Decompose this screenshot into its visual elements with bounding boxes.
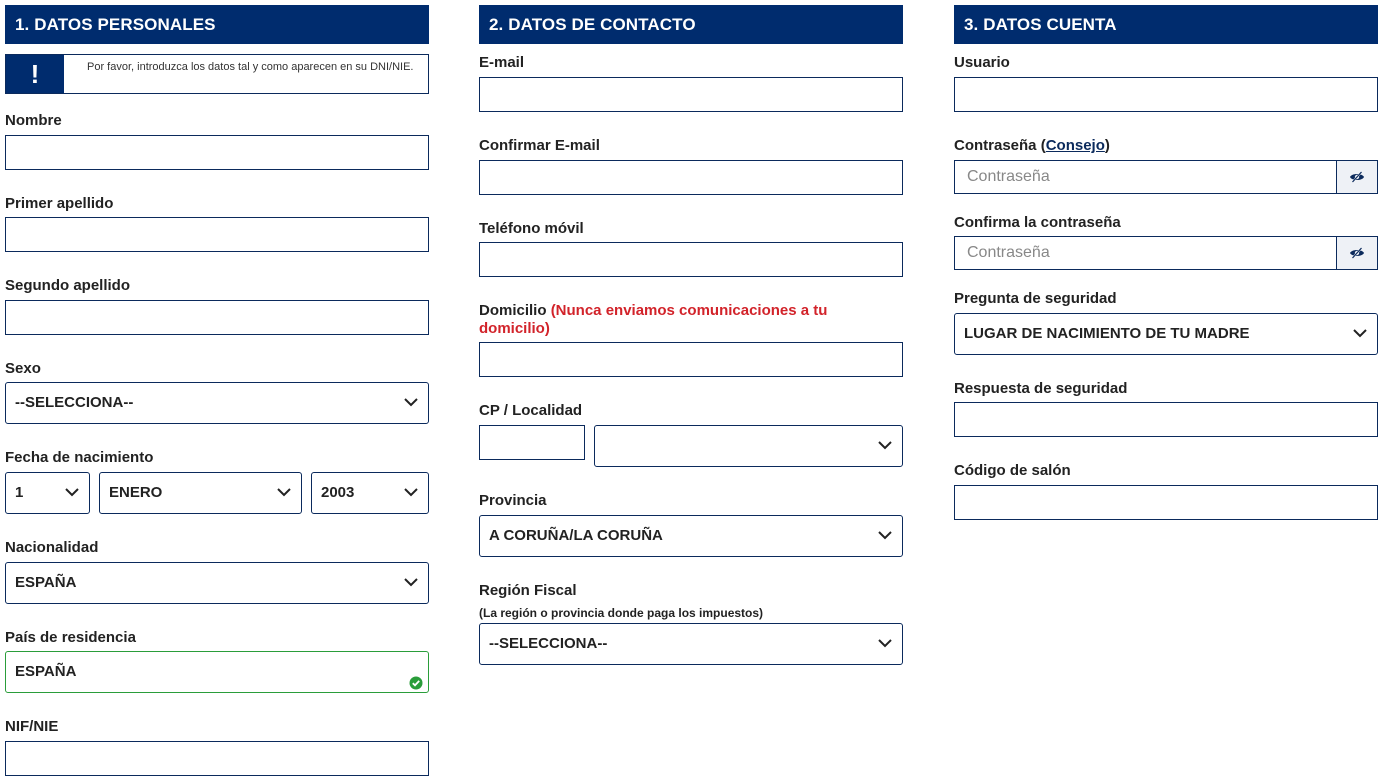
- eye-slash-icon: [1349, 170, 1365, 184]
- codigo-salon-input[interactable]: [954, 485, 1378, 520]
- chevron-down-icon: [404, 487, 418, 497]
- section-header-account: 3. DATOS CUENTA: [954, 5, 1378, 44]
- account-data-section: [954, 5, 1378, 479]
- region-fiscal-value: --SELECCIONA--: [489, 635, 608, 652]
- region-fiscal-label: Región Fiscal: [479, 582, 577, 599]
- paren-close: ): [1104, 137, 1110, 154]
- domicilio-warning-line2: domicilio): [479, 320, 550, 337]
- chevron-down-icon: [277, 487, 291, 497]
- confirm-password-label: Confirma la contraseña: [954, 214, 1121, 231]
- password-label-text: Contraseña: [954, 137, 1037, 154]
- chevron-down-icon: [404, 397, 418, 407]
- email-input[interactable]: [479, 77, 903, 112]
- toggle-confirm-password-visibility-button[interactable]: [1336, 237, 1377, 269]
- respuesta-seguridad-label: Respuesta de seguridad: [954, 380, 1128, 397]
- chevron-down-icon: [878, 638, 892, 648]
- password-input[interactable]: [954, 160, 1378, 194]
- toggle-password-visibility-button[interactable]: [1336, 161, 1377, 193]
- localidad-select[interactable]: [594, 425, 903, 467]
- check-circle-icon: [409, 666, 423, 706]
- nif-nie-input[interactable]: [5, 741, 429, 776]
- fecha-anio-select[interactable]: [311, 472, 429, 514]
- pais-residencia-select[interactable]: [5, 651, 429, 693]
- nif-nie-label: NIF/NIE: [5, 718, 59, 735]
- pais-residencia-label: País de residencia: [5, 629, 136, 646]
- domicilio-label-text: Domicilio: [479, 302, 547, 319]
- respuesta-seguridad-input[interactable]: [954, 402, 1378, 437]
- password-field[interactable]: [955, 161, 1337, 193]
- nacionalidad-label: Nacionalidad: [5, 539, 99, 556]
- telefono-label: Teléfono móvil: [479, 220, 584, 237]
- provincia-value: A CORUÑA/LA CORUÑA: [489, 527, 663, 544]
- cp-localidad-label: CP / Localidad: [479, 402, 583, 419]
- provincia-select[interactable]: [479, 515, 903, 557]
- provincia-label: Provincia: [479, 492, 547, 509]
- primer-apellido-label: Primer apellido: [5, 195, 114, 212]
- pregunta-seguridad-label: Pregunta de seguridad: [954, 290, 1117, 307]
- domicilio-warning-line1: (Nunca enviamos comunicaciones a tu: [550, 302, 828, 319]
- segundo-apellido-label: Segundo apellido: [5, 277, 131, 294]
- sexo-selected-value: --SELECCIONA--: [15, 394, 134, 411]
- domicilio-label: [479, 302, 827, 319]
- password-tip-link[interactable]: Consejo: [1045, 137, 1105, 154]
- chevron-down-icon: [1353, 328, 1367, 338]
- chevron-down-icon: [404, 577, 418, 587]
- paren-open: (: [1040, 137, 1046, 154]
- fecha-dia-select[interactable]: [5, 472, 90, 514]
- primer-apellido-input[interactable]: [5, 217, 429, 252]
- pregunta-seguridad-select[interactable]: [954, 313, 1378, 355]
- email-label: E-mail: [479, 54, 525, 71]
- chevron-down-icon: [65, 487, 79, 497]
- fecha-mes-select[interactable]: [99, 472, 302, 514]
- confirm-email-input[interactable]: [479, 160, 903, 195]
- chevron-down-icon: [878, 530, 892, 540]
- domicilio-input[interactable]: [479, 342, 903, 377]
- nombre-input[interactable]: [5, 135, 429, 170]
- confirm-password-field[interactable]: [955, 237, 1337, 269]
- fecha-anio-value: 2003: [321, 484, 355, 501]
- nacionalidad-value: ESPAÑA: [15, 574, 77, 591]
- region-fiscal-select[interactable]: [479, 623, 903, 665]
- chevron-down-icon: [878, 440, 892, 450]
- confirm-password-input[interactable]: [954, 236, 1378, 270]
- sexo-label: Sexo: [5, 360, 41, 377]
- fecha-nacimiento-label: Fecha de nacimiento: [5, 449, 154, 466]
- nombre-label: Nombre: [5, 112, 62, 129]
- pais-residencia-value: ESPAÑA: [15, 663, 77, 680]
- usuario-label: Usuario: [954, 54, 1010, 71]
- cp-input[interactable]: [479, 425, 585, 460]
- exclamation-icon: !: [6, 55, 64, 93]
- fecha-dia-value: 1: [15, 484, 24, 501]
- region-fiscal-sublabel: (La región o provincia donde paga los impuestos): [479, 606, 764, 620]
- fecha-mes-value: ENERO: [109, 484, 163, 501]
- contact-data-section: [479, 5, 903, 652]
- section-header-contact: 2. DATOS DE CONTACTO: [479, 5, 903, 44]
- usuario-input[interactable]: [954, 77, 1378, 112]
- confirm-email-label: Confirmar E-mail: [479, 137, 600, 154]
- notice-text: Por favor, introduzca los datos tal y como aparecen en su DNI/NIE.: [87, 61, 414, 73]
- nacionalidad-select[interactable]: [5, 562, 429, 604]
- codigo-salon-label: Código de salón: [954, 462, 1071, 479]
- password-label: [954, 137, 1110, 154]
- section-header-personal: 1. DATOS PERSONALES: [5, 5, 429, 44]
- telefono-input[interactable]: [479, 242, 903, 277]
- segundo-apellido-input[interactable]: [5, 300, 429, 335]
- sexo-select[interactable]: [5, 382, 429, 424]
- pregunta-seguridad-value: LUGAR DE NACIMIENTO DE TU MADRE: [964, 325, 1250, 342]
- eye-slash-icon: [1349, 246, 1365, 260]
- personal-data-section: [5, 5, 429, 735]
- dni-notice: [5, 54, 429, 94]
